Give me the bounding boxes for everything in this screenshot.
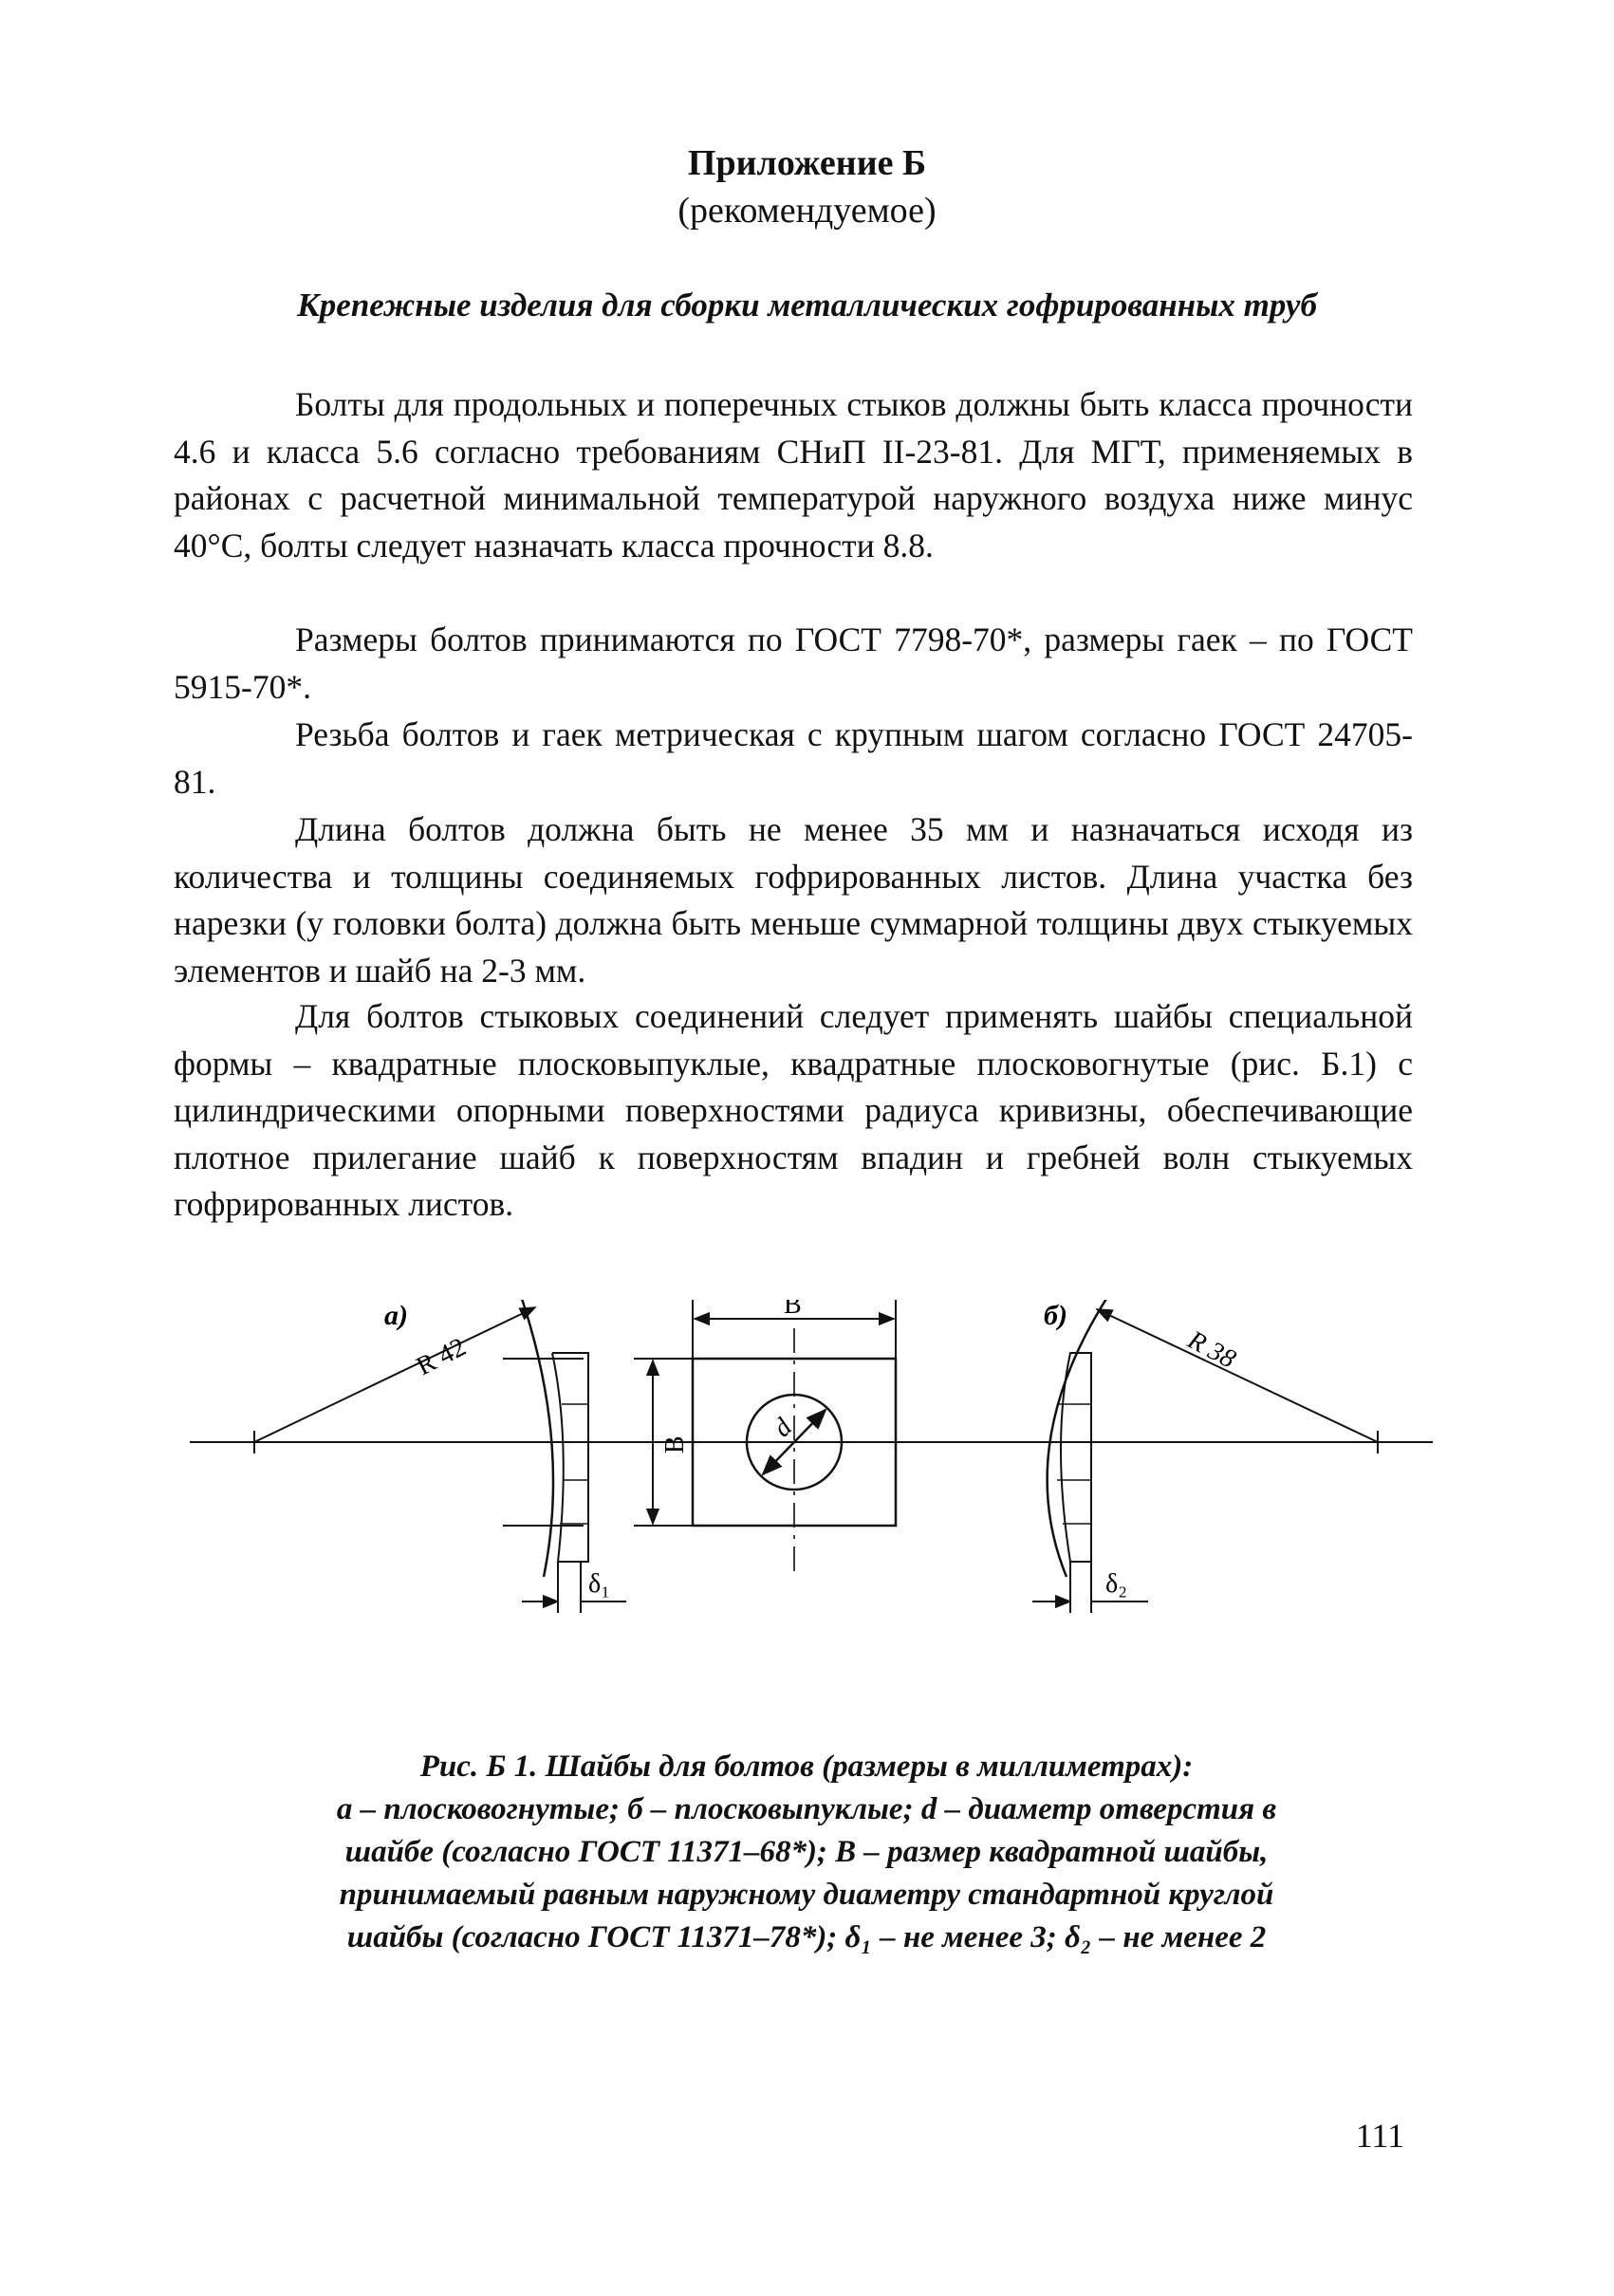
section-title: Крепежные изделия для сборки металлических гофрированных труб (297, 287, 1317, 324)
radius-b-label: R 38 (1182, 1324, 1241, 1375)
caption-line-4: принимаемый равным наружному диаметру стандартной круглой (339, 1878, 1274, 1912)
caption-line-1: Рис. Б 1. Шайбы для болтов (размеры в миллиметрах): (419, 1750, 1194, 1784)
convex-washer (1032, 1300, 1378, 1613)
paragraph-bolt-strength: Болты для продольных и поперечных стыков должны быть класса прочности 4.6 и класса 5.6 согласно требованиям СНиП II-23-81. Для МГТ, применяемых в районах с расчетной минимальной температурой наружного воздуха ниже минус 40°С, болты следует назначать класса прочности 8.8. (174, 385, 1413, 565)
concave-arc-outer (519, 1300, 553, 1577)
appendix-subtitle: (рекомендуемое) (677, 191, 937, 231)
dim-b-side-label: B (660, 1435, 690, 1454)
label-view-a: а) (384, 1300, 408, 1331)
paragraph-bolt-length: Длина болтов должна быть не менее 35 мм и назначаться исходя из количества и толщины соединяемых гофрированных листов. Длина участка без нарезки (у головки болта) должна быть меньше суммарной толщины двух стыкуемых элементов и шайб на 2-3 мм. (174, 810, 1413, 990)
delta-2-label: δ₂ (1105, 1569, 1127, 1599)
washer-drawing (180, 1300, 1433, 1736)
caption-line-5: шайбы (согласно ГОСТ 11371–78*); δ₁ – не менее 3; δ₂ – не менее 2 (346, 1920, 1267, 1954)
caption-line-3: шайбе (согласно ГОСТ 11371–68*); В – размер квадратной шайбы, (344, 1835, 1269, 1869)
paragraph-washers: Для болтов стыковых соединений следует применять шайбы специальной формы – квадратные плосковыпуклые, квадратные плосковогнутые (рис. Б.1) с цилиндрическими опорными поверхностями радиуса кривизны, обеспечивающие плотное прилегание шайб к поверхностям впадин и гребней волн стыкуемых гофрированных листов. (174, 997, 1413, 1224)
paragraph-thread: Резьба болтов и гаек метрическая с крупным шагом согласно ГОСТ 24705-81. (174, 715, 1413, 801)
figure-caption (142, 1746, 1471, 1959)
dim-d-label: d (768, 1413, 798, 1443)
dim-b-top-label: B (784, 1300, 802, 1320)
radius-b-line (1097, 1309, 1378, 1442)
page-number: 111 (1355, 2117, 1404, 2155)
delta-1-label: δ₁ (588, 1569, 610, 1599)
paragraph-bolt-sizes: Размеры болтов принимаются по ГОСТ 7798-70*, размеры гаек – по ГОСТ 5915-70*. (174, 620, 1413, 706)
appendix-title: Приложение Б (687, 143, 927, 183)
concave-washer (254, 1300, 626, 1613)
caption-line-2: а – плосковогнутые; б – плосковыпуклые; d – диаметр отверстия в (336, 1792, 1277, 1826)
radius-a-label: R 42 (412, 1332, 472, 1382)
label-view-b: б) (1044, 1300, 1067, 1331)
washer-figure (180, 1300, 1433, 1736)
convex-arc-outer (1048, 1300, 1113, 1577)
